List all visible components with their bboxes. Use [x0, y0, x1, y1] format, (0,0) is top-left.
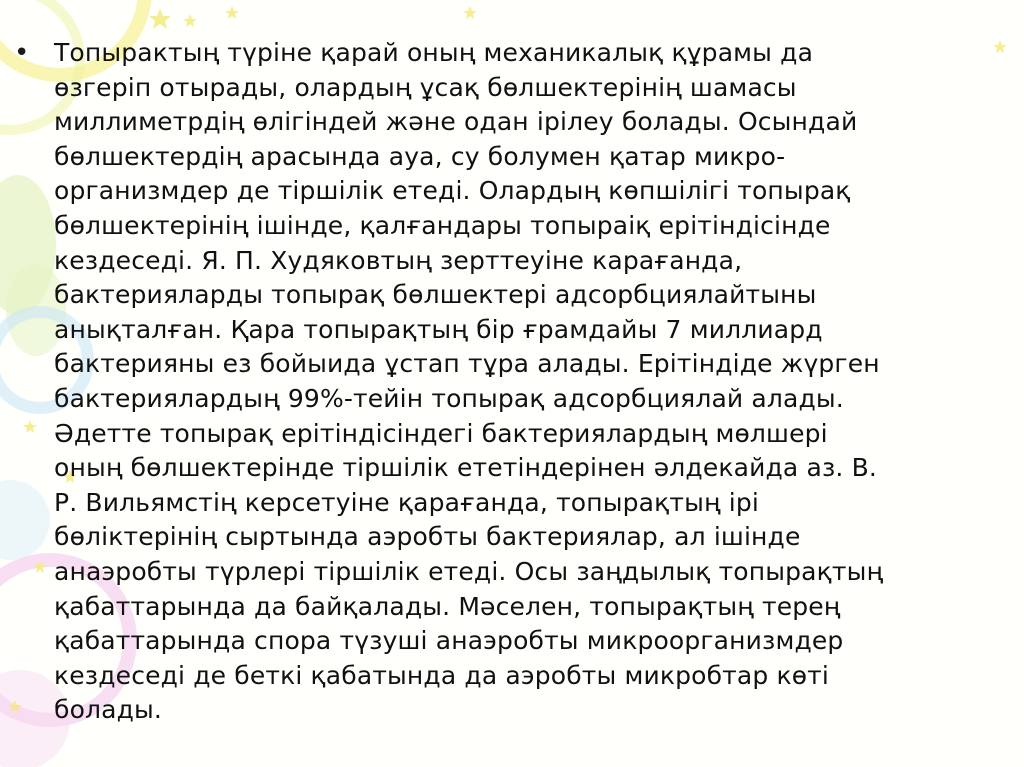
- paragraph-line: бактерияларды топырақ бөлшектері адсорбциялайтыны: [54, 280, 817, 310]
- paragraph-line: өзгеріп отырады, олардың ұсақ бөлшектерінің шамасы: [54, 72, 797, 102]
- star-icon: [149, 8, 171, 29]
- star-icon: [463, 6, 477, 19]
- paragraph-line: бактериялардың 99%-тейін топырақ адсорбциялай алады.: [54, 383, 844, 413]
- paragraph-line: анаэробты түрлері тіршілік етеді. Осы заңдылық топырақтың: [54, 556, 884, 586]
- paragraph-line: бөлшектерінің ішінде, қалғандары топыраіқ ерітіндісінде: [54, 210, 831, 240]
- star-icon: [183, 14, 197, 27]
- paragraph-line: Р. Вильямстің керсетуіне қарағанда, топырақтың ірі: [54, 487, 759, 517]
- paragraph-line: организмдер де тіршілік етеді. Олардың көпшілігі топырақ: [54, 176, 851, 206]
- paragraph-line: миллиметрдің өлігіндей және одан ірілеу болады. Осындай: [54, 107, 858, 137]
- paragraph-line: бөлшектердің арасында ауа, су болумен қатар микро-: [54, 141, 786, 171]
- paragraph-line: оның бөлшектерінде тіршілік ететіндерінен әлдекайда аз. В.: [54, 453, 878, 483]
- paragraph-line: Топырактың түріне қарай оның механикалық құрамы да: [54, 38, 814, 67]
- paragraph-line: қабаттарында да байқалады. Мәселен, топырақтың терең: [54, 591, 841, 621]
- paragraph-line: анықталған. Қара топырақтың бір ғрамдайы 7 миллиард: [54, 314, 823, 344]
- bullet-marker: •: [14, 38, 30, 68]
- paragraph-line: кездеседі де беткі қабатында да аэробты микробтар көті: [54, 660, 829, 690]
- star-icon: [225, 6, 239, 19]
- paragraph-line: болады.: [54, 695, 163, 725]
- paragraph-line: бактерияны ез бойыида ұстап тұра алады. Ерітіндіде жүрген: [54, 349, 880, 379]
- paragraph-line: кездеседі. Я. П. Худяковтың зерттеуіне карағанда,: [54, 245, 743, 275]
- paragraph-line: бөліктерінің сыртында аэробты бактериялар, ал ішінде: [54, 522, 801, 552]
- paragraph-line: қабаттарында спора түзуші анаэробты микроорганизмдер: [54, 626, 844, 656]
- paragraph-line: Әдетте топырақ ерітіндісіндегі бактериялардың мөлшері: [54, 418, 828, 448]
- bullet-paragraph: [14, 36, 1004, 728]
- body-text: [54, 36, 954, 728]
